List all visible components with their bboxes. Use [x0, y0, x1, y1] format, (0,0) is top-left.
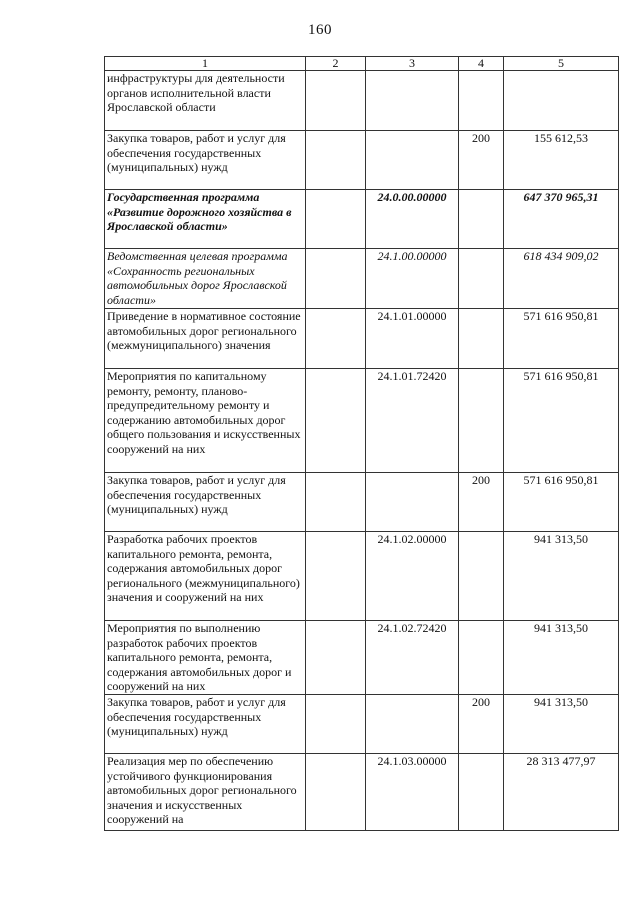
row-amount-cell — [504, 71, 619, 131]
column-header-1: 1 — [105, 57, 306, 71]
row-code-cell — [366, 695, 459, 754]
row-code-cell — [366, 473, 459, 532]
row-name-cell: Закупка товаров, работ и услуг для обеспечения государственных (муниципальных) нужд — [105, 131, 306, 190]
row-name-cell: Приведение в нормативное состояние автомобильных дорог регионального (межмуниципального) значения — [105, 309, 306, 369]
table-row — [105, 695, 619, 754]
page-number: 160 — [308, 22, 332, 38]
row-code-cell — [366, 71, 459, 131]
table-row — [105, 532, 619, 621]
row-amount-cell: 941 313,50 — [504, 532, 619, 621]
row-amount-cell: 571 616 950,81 — [504, 369, 619, 473]
row-name-cell: Мероприятия по выполнению разработок рабочих проектов капитального ремонта, ремонта, содержания автомобильных дорог и сооружений на них — [105, 621, 306, 695]
table-row — [105, 71, 619, 131]
row-kind-cell — [459, 754, 504, 831]
row-col2-cell — [306, 249, 366, 309]
table-row — [105, 249, 619, 309]
row-amount-cell: 28 313 477,97 — [504, 754, 619, 831]
row-col2-cell — [306, 369, 366, 473]
table-row — [105, 309, 619, 369]
row-amount-cell: 571 616 950,81 — [504, 309, 619, 369]
row-kind-cell: 200 — [459, 473, 504, 532]
row-col2-cell — [306, 695, 366, 754]
row-col2-cell — [306, 71, 366, 131]
row-code-cell: 24.1.01.00000 — [366, 309, 459, 369]
row-code-cell: 24.1.02.72420 — [366, 621, 459, 695]
column-header-4: 4 — [459, 57, 504, 71]
table-row — [105, 190, 619, 249]
row-kind-cell — [459, 71, 504, 131]
row-col2-cell — [306, 190, 366, 249]
table-row — [105, 754, 619, 831]
table-row — [105, 131, 619, 190]
row-code-cell: 24.1.00.00000 — [366, 249, 459, 309]
row-name-cell: Закупка товаров, работ и услуг для обеспечения государственных (муниципальных) нужд — [105, 473, 306, 532]
column-header-3: 3 — [366, 57, 459, 71]
row-amount-cell: 941 313,50 — [504, 695, 619, 754]
row-kind-cell — [459, 621, 504, 695]
column-header-5: 5 — [504, 57, 619, 71]
header-row — [105, 57, 619, 71]
row-col2-cell — [306, 131, 366, 190]
row-amount-cell: 647 370 965,31 — [504, 190, 619, 249]
column-header-2: 2 — [306, 57, 366, 71]
row-code-cell: 24.0.00.00000 — [366, 190, 459, 249]
row-kind-cell — [459, 190, 504, 249]
row-kind-cell — [459, 532, 504, 621]
row-kind-cell — [459, 369, 504, 473]
table-row — [105, 621, 619, 695]
row-kind-cell — [459, 309, 504, 369]
table-body — [105, 71, 619, 831]
row-name-cell: инфраструктуры для деятельности органов исполнительной власти Ярославской области — [105, 71, 306, 131]
row-kind-cell — [459, 249, 504, 309]
row-amount-cell: 941 313,50 — [504, 621, 619, 695]
row-code-cell — [366, 131, 459, 190]
row-col2-cell — [306, 309, 366, 369]
row-name-cell: Разработка рабочих проектов капитального ремонта, ремонта, содержания автомобильных дорог регионального (межмуниципального) значения и сооружений на них — [105, 532, 306, 621]
row-name-cell: Ведомственная целевая программа «Сохранность региональных автомобильных дорог Ярославской области» — [105, 249, 306, 309]
row-amount-cell: 618 434 909,02 — [504, 249, 619, 309]
table-row — [105, 369, 619, 473]
row-kind-cell: 200 — [459, 131, 504, 190]
row-amount-cell: 155 612,53 — [504, 131, 619, 190]
row-code-cell: 24.1.03.00000 — [366, 754, 459, 831]
row-code-cell: 24.1.01.72420 — [366, 369, 459, 473]
row-col2-cell — [306, 754, 366, 831]
row-col2-cell — [306, 621, 366, 695]
row-amount-cell: 571 616 950,81 — [504, 473, 619, 532]
row-name-cell: Реализация мер по обеспечению устойчивого функционирования автомобильных дорог регионального значения и искусственных сооружений на — [105, 754, 306, 831]
table-row — [105, 473, 619, 532]
budget-table — [104, 56, 619, 831]
row-kind-cell: 200 — [459, 695, 504, 754]
row-name-cell: Государственная программа «Развитие дорожного хозяйства в Ярославской области» — [105, 190, 306, 249]
row-code-cell: 24.1.02.00000 — [366, 532, 459, 621]
row-name-cell: Закупка товаров, работ и услуг для обеспечения государственных (муниципальных) нужд — [105, 695, 306, 754]
row-col2-cell — [306, 532, 366, 621]
row-name-cell: Мероприятия по капитальному ремонту, ремонту, планово-предупредительному ремонту и содержанию автомобильных дорог общего пользования и искусственных сооружений на них — [105, 369, 306, 473]
row-col2-cell — [306, 473, 366, 532]
